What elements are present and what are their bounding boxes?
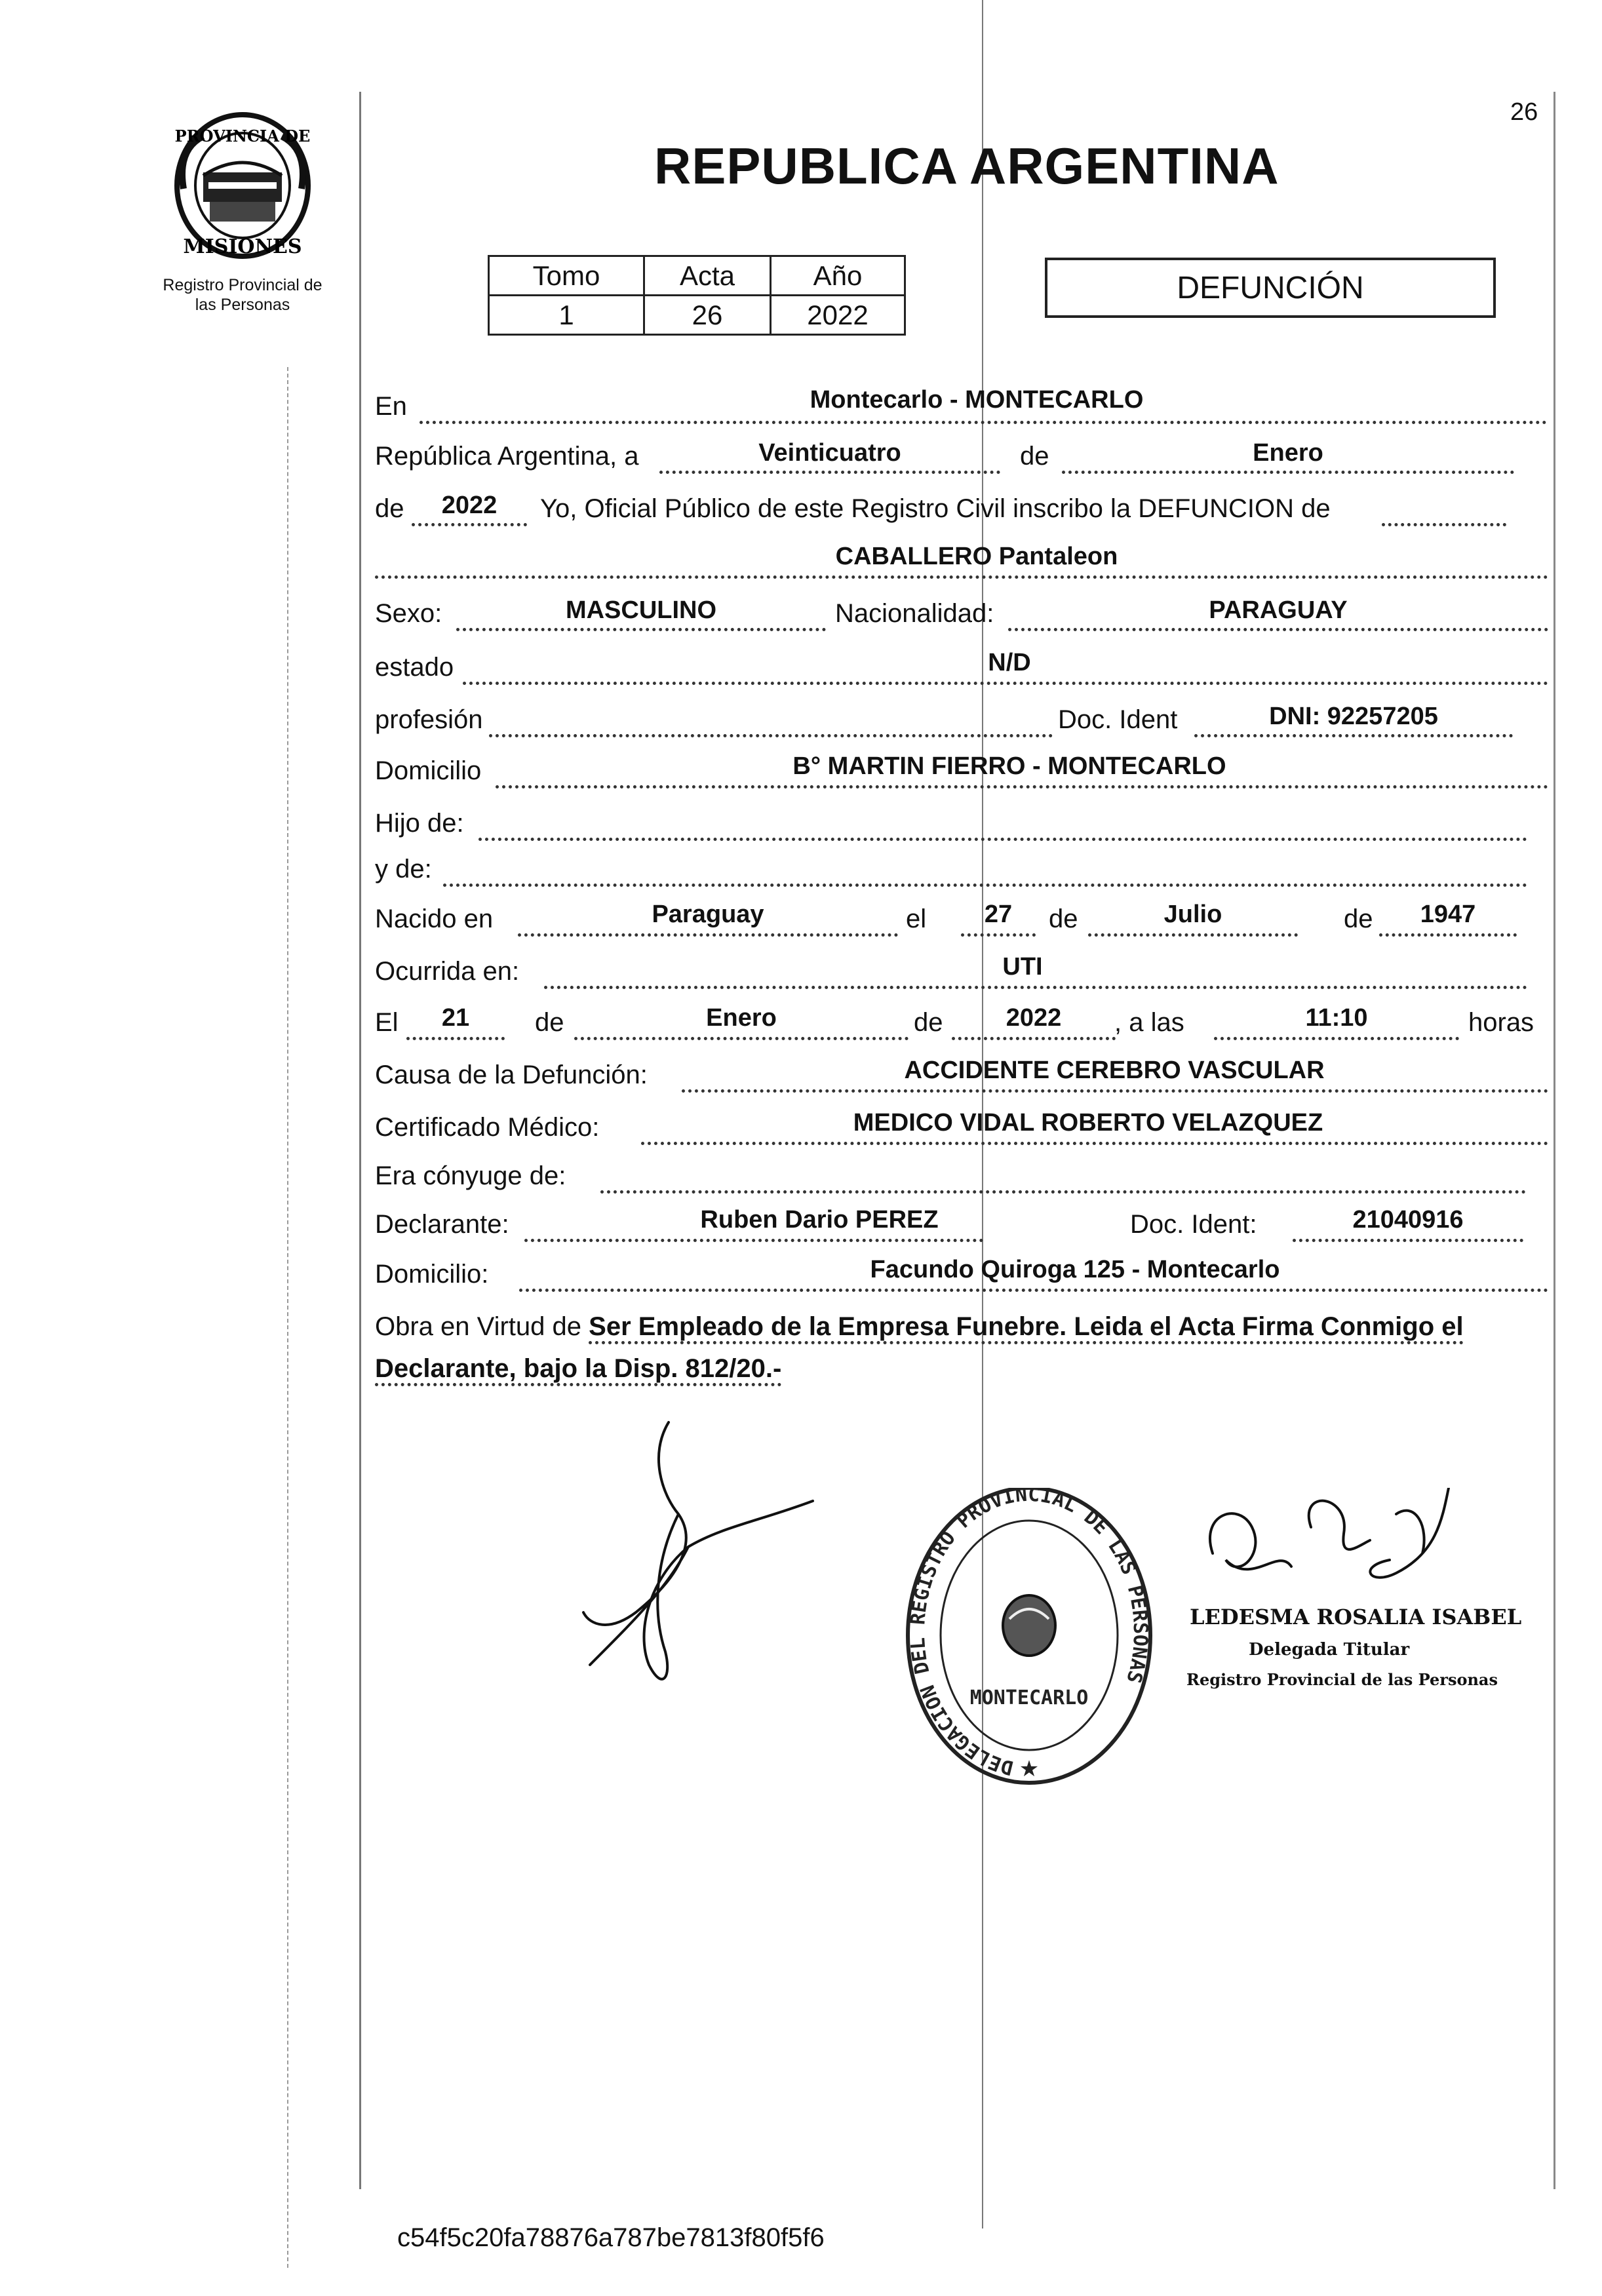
label-conyuge: Era cónyuge de: xyxy=(375,1161,566,1190)
seal-bottom-text: MISIONES xyxy=(183,235,302,258)
dotline-dia xyxy=(659,471,1000,474)
dotline-def-dia xyxy=(406,1037,505,1040)
label-declarante: Declarante: xyxy=(375,1210,509,1239)
official-role: Delegada Titular xyxy=(1249,1640,1410,1660)
label-de-6: de xyxy=(914,1008,943,1037)
label-certificado: Certificado Médico: xyxy=(375,1113,600,1142)
star-icon: ★ xyxy=(1019,1757,1040,1781)
label-el-cap: El xyxy=(375,1008,399,1037)
dotline-sexo xyxy=(456,628,826,631)
registry-stamp xyxy=(898,1488,1160,1802)
label-de-3: de xyxy=(1049,905,1078,933)
label-doc-ident: Doc. Ident xyxy=(1058,705,1178,734)
dotline-conyuge xyxy=(600,1190,1526,1194)
label-doc-ident-2: Doc. Ident: xyxy=(1130,1210,1257,1239)
label-domicilio-2: Domicilio: xyxy=(375,1260,489,1289)
dotline-defuncion-de xyxy=(1382,523,1506,526)
header-anio: Año xyxy=(771,256,905,296)
header-acta: Acta xyxy=(644,256,771,296)
label-el: el xyxy=(906,905,927,933)
document-hash: c54f5c20fa78876a787be7813f80f5f6 xyxy=(397,2223,825,2252)
label-sexo: Sexo: xyxy=(375,599,442,628)
dotline-causa xyxy=(682,1089,1548,1093)
dotline-en xyxy=(420,421,1547,424)
value-nac-anio: 1947 xyxy=(1420,901,1476,928)
dotline-ocurrida-en xyxy=(544,986,1527,989)
label-de-5: de xyxy=(535,1008,564,1037)
obra-en-virtud xyxy=(375,1306,1548,1390)
dotline-profesion xyxy=(489,734,1053,737)
official-name: LEDESMA ROSALIA ISABEL xyxy=(1190,1605,1522,1629)
value-nacionalidad: PARAGUAY xyxy=(1209,596,1348,624)
value-def-dia: 21 xyxy=(441,1004,470,1032)
dotline-doc-ident xyxy=(1194,734,1513,737)
dotline-def-anio xyxy=(952,1037,1116,1040)
value-lugar: Montecarlo - MONTECARLO xyxy=(810,386,1144,414)
value-tomo: 1 xyxy=(489,296,644,335)
value-nac-mes: Julio xyxy=(1163,901,1222,928)
dotline-nacionalidad xyxy=(1008,628,1548,631)
value-estado: N/D xyxy=(988,649,1031,676)
label-hijo-de: Hijo de: xyxy=(375,809,464,838)
perforation-line xyxy=(287,367,288,2268)
dotline-nombre xyxy=(375,575,1548,579)
value-nac-dia: 27 xyxy=(984,901,1013,928)
official-office: Registro Provincial de las Personas xyxy=(1186,1670,1498,1689)
value-domicilio: B° MARTIN FIERRO - MONTECARLO xyxy=(792,752,1226,780)
value-declarante-doc: 21040916 xyxy=(1352,1206,1464,1234)
seal-top-text: PROVINCIA DE xyxy=(174,126,311,146)
value-causa: ACCIDENTE CEREBRO VASCULAR xyxy=(904,1057,1325,1084)
value-declarante: Ruben Dario PEREZ xyxy=(700,1206,939,1234)
value-dia-texto: Veinticuatro xyxy=(758,439,901,467)
dotline-certificado xyxy=(641,1142,1548,1145)
label-causa: Causa de la Defunción: xyxy=(375,1060,648,1089)
act-type-box: DEFUNCIÓN xyxy=(1045,258,1496,318)
label-republica: República Argentina, a xyxy=(375,442,639,471)
label-ocurrida-en: Ocurrida en: xyxy=(375,957,520,986)
value-anio: 2022 xyxy=(771,296,905,335)
stamp-ring-text: DELEGACION DEL REGISTRO PROVINCIAL DE LAS PERSONAS xyxy=(907,1488,1152,1780)
value-certificado: MEDICO VIDAL ROBERTO VELAZQUEZ xyxy=(853,1109,1323,1137)
left-margin-line xyxy=(359,92,361,2189)
page-number: 26 xyxy=(1510,98,1538,126)
value-mes: Enero xyxy=(1253,439,1323,467)
value-ocurrida-en: UTI xyxy=(1002,953,1043,981)
official-signature xyxy=(1200,1488,1475,1658)
label-de-4: de xyxy=(1344,905,1373,933)
value-declarante-domicilio: Facundo Quiroga 125 - Montecarlo xyxy=(870,1256,1280,1283)
label-horas: horas xyxy=(1468,1008,1534,1037)
value-sexo: MASCULINO xyxy=(565,596,717,624)
label-en: En xyxy=(375,392,407,421)
dotline-y-de xyxy=(443,884,1527,887)
dotline-declarante-domicilio xyxy=(519,1289,1548,1292)
label-obra: Obra en Virtud de xyxy=(375,1312,582,1341)
label-nacido-en: Nacido en xyxy=(375,905,494,933)
right-margin-line xyxy=(1553,92,1555,2189)
dotline-hora xyxy=(1214,1037,1459,1040)
value-doc-ident: DNI: 92257205 xyxy=(1269,703,1438,730)
value-hora: 11:10 xyxy=(1305,1004,1368,1032)
stamp-center-text: MONTECARLO xyxy=(969,1686,1089,1709)
label-de-2: de xyxy=(375,494,404,523)
value-obra-2: Declarante, bajo la Disp. 812/20.- xyxy=(375,1354,781,1386)
label-estado: estado xyxy=(375,653,454,682)
page-title: REPUBLICA ARGENTINA xyxy=(654,137,1280,195)
dotline-nac-anio xyxy=(1379,933,1517,937)
dotline-domicilio xyxy=(496,785,1548,788)
declarant-signature xyxy=(537,1416,826,1704)
label-domicilio: Domicilio xyxy=(375,756,482,785)
label-de-1: de xyxy=(1020,442,1049,471)
dotline-nacido-en xyxy=(518,933,898,937)
value-acta: 26 xyxy=(644,296,771,335)
dotline-estado xyxy=(463,682,1548,685)
label-a-las: , a las xyxy=(1114,1008,1184,1037)
value-obra-1: Ser Empleado de la Empresa Funebre. Leida el Acta Firma Conmigo el xyxy=(589,1312,1463,1344)
label-profesion: profesión xyxy=(375,705,483,734)
label-y-de: y de: xyxy=(375,855,432,884)
registry-label: Registro Provincial de las Personas xyxy=(163,276,322,314)
label-yo-oficial: Yo, Oficial Público de este Registro Civil inscribo la DEFUNCION de xyxy=(540,494,1331,523)
value-nacido-en: Paraguay xyxy=(652,901,764,928)
dotline-hijo-de xyxy=(479,838,1527,841)
value-def-mes: Enero xyxy=(706,1004,777,1032)
provincial-seal-logo xyxy=(164,110,321,267)
value-def-anio: 2022 xyxy=(1006,1004,1062,1032)
dotline-def-mes xyxy=(574,1037,908,1040)
dotline-declarante-doc xyxy=(1293,1239,1523,1242)
value-nombre: CABALLERO Pantaleon xyxy=(835,543,1118,570)
dotline-declarante xyxy=(524,1239,983,1242)
record-table xyxy=(488,255,906,336)
dotline-anio xyxy=(412,523,527,526)
value-anio: 2022 xyxy=(441,492,498,519)
dotline-nac-dia xyxy=(961,933,1036,937)
dotline-nac-mes xyxy=(1088,933,1298,937)
header-tomo: Tomo xyxy=(489,256,644,296)
label-nacionalidad: Nacionalidad: xyxy=(835,599,994,628)
dotline-mes xyxy=(1062,471,1514,474)
